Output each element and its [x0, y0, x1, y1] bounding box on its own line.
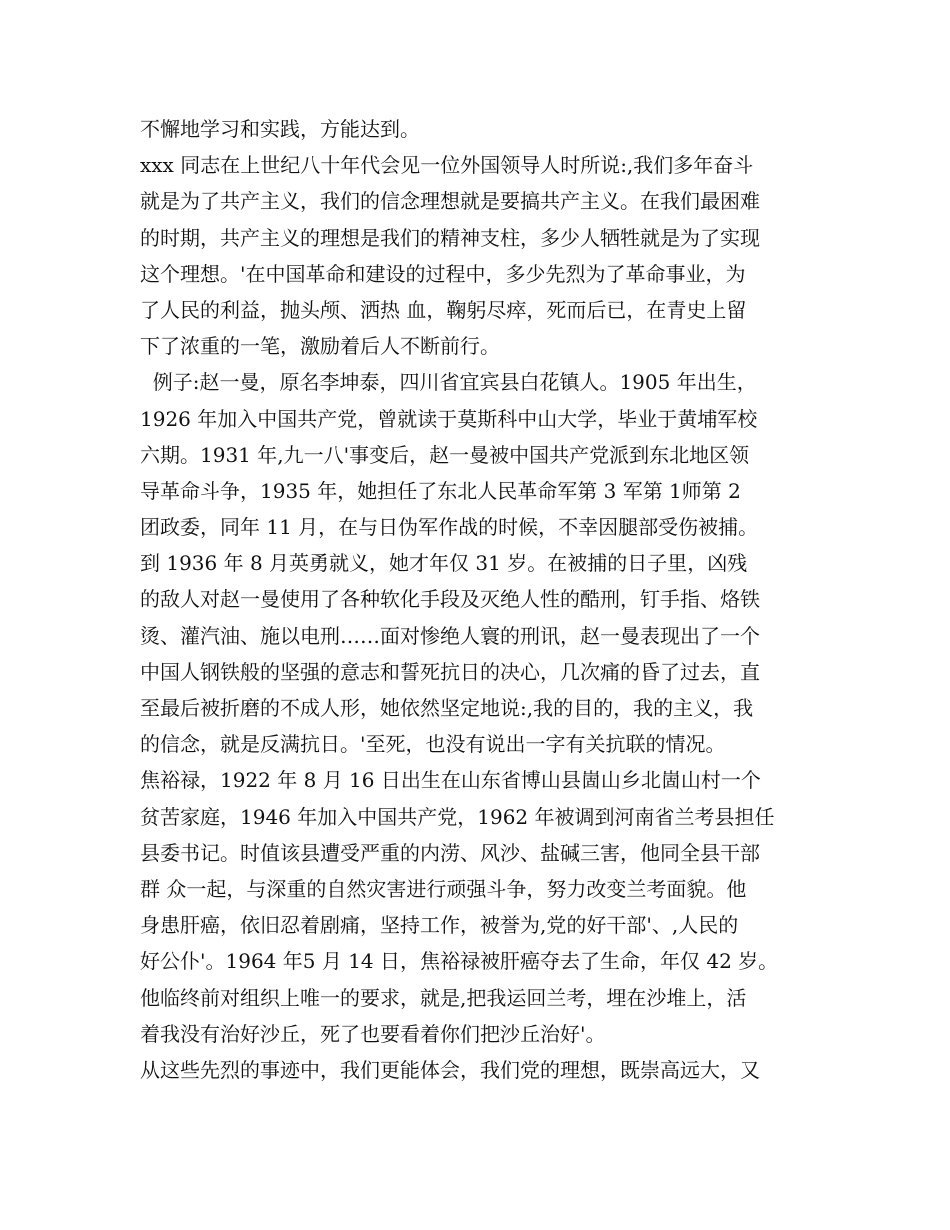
text-line: 不懈地学习和实践，方能达到。	[140, 117, 420, 141]
text-line: 从这些先烈的事迹中，我们更能体会，我们党的理想，既崇高远大，又	[140, 1057, 760, 1082]
text-line: 就是为了共产主义，我们的信念理想就是要搞共产主义。在我们最困难	[140, 189, 760, 214]
text-line: 贫苦家庭，1946 年加入中国共产党，1962 年被调到河南省兰考县担任	[140, 804, 775, 829]
text-line: 下了浓重的一笔，激励着后人不断前行。	[140, 334, 500, 359]
text-line: 导革命斗争，1935 年，她担任了东北人民革命军第 3 军第 1师第 2	[140, 478, 741, 503]
text-line: 群 众一起，与深重的自然灾害进行顽强斗争，努力改变兰考面貌。他	[140, 876, 747, 901]
body-text	[140, 111, 830, 1088]
text-line: 中国人钢铁般的坚强的意志和誓死抗日的决心，几次痛的昏了过去，直	[140, 659, 760, 684]
text-line: 这个理想。'在中国革命和建设的过程中，多少先烈为了革命事业，为	[140, 261, 746, 286]
text-line: 的敌人对赵一曼使用了各种软化手段及灭绝人性的酷刑，钉手指、烙铁	[140, 587, 760, 612]
text-line: 好公仆'。1964 年5 月 14 日，焦裕禄被肝癌夺去了生命，年仅 42 岁。	[140, 949, 779, 974]
text-line: 身患肝癌，依旧忍着剧痛，坚持工作，被誉为,党的好干部'、,人民的	[140, 913, 739, 938]
text-line: 他临终前对组织上唯一的要求，就是,把我运回兰考，埋在沙堆上，活	[140, 985, 747, 1010]
text-line: xxx 同志在上世纪八十年代会见一位外国领导人时所说:,我们多年奋斗	[140, 153, 754, 178]
text-line: 到 1936 年 8 月英勇就义，她才年仅 31 岁。在被捕的日子里，凶残	[140, 551, 748, 576]
text-line: 县委书记。时值该县遭受严重的内涝、风沙、盐碱三害，他同全县干部	[140, 840, 760, 865]
text-line: 团政委，同年 11 月，在与日伪军作战的时候，不幸因腿部受伤被捕。	[140, 515, 759, 540]
text-line: 焦裕禄，1922 年 8 月 16 日出生在山东省博山县崮山乡北崮山村一个	[140, 768, 761, 793]
text-line: 1926 年加入中国共产党，曾就读于莫斯科中山大学，毕业于黄埔军校	[140, 406, 758, 431]
text-line: 的信念，就是反满抗日。'至死，也没有说出一字有关抗联的情况。	[140, 732, 726, 757]
text-line: 六期。1931 年,九一八'事变后，赵一曼被中国共产党派到东北地区领	[140, 442, 750, 467]
text-line: 了人民的利益，抛头颅、洒热 血，鞠躬尽瘁，死而后已，在青史上留	[140, 297, 747, 322]
text-line: 烫、灌汽油、施以电刑……面对惨绝人寰的刑讯，赵一曼表现出了一个	[140, 623, 760, 648]
text-line: 至最后被折磨的不成人形，她依然坚定地说:,我的目的，我的主义，我	[140, 696, 754, 720]
text-line: 例子:赵一曼，原名李坤泰，四川省宜宾县白花镇人。1905 年出生，	[140, 370, 757, 395]
text-line: 的时期，共产主义的理想是我们的精神支柱，多少人牺牲就是为了实现	[140, 225, 760, 250]
text-line: 着我没有治好沙丘，死了也要看着你们把沙丘治好'。	[140, 1021, 606, 1046]
